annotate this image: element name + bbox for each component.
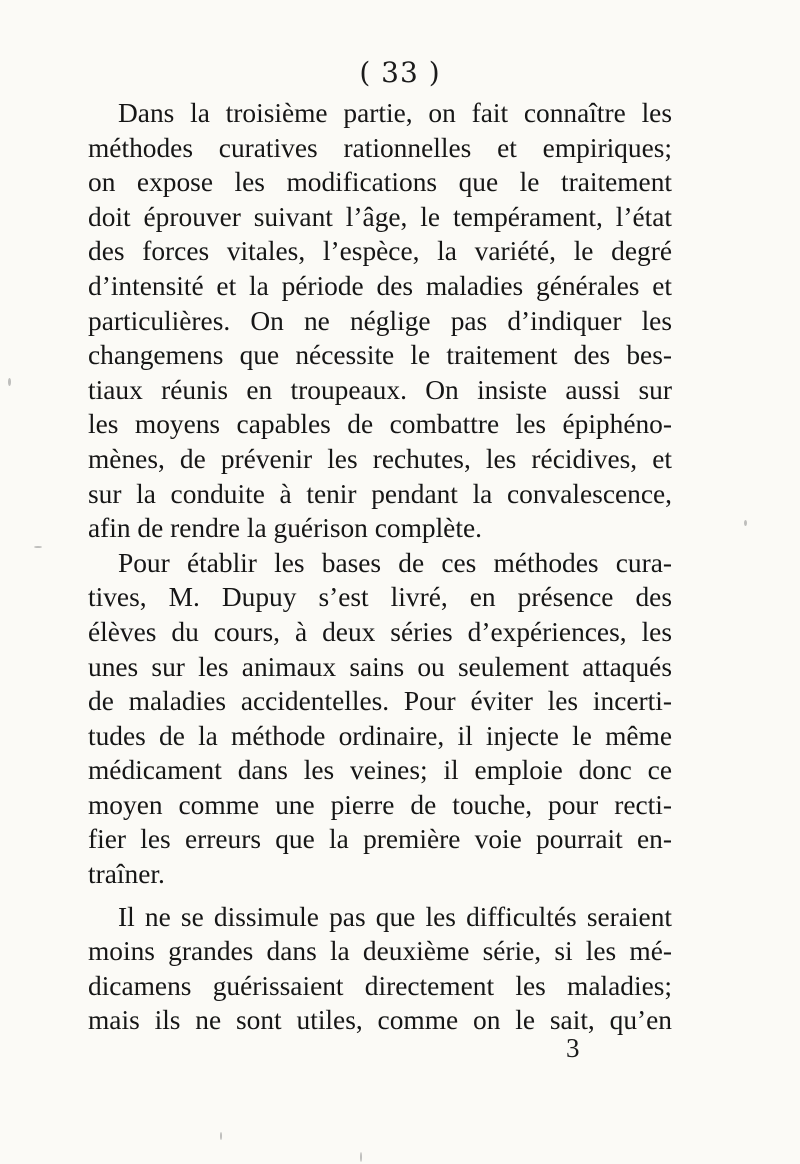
body-text (88, 96, 672, 1038)
text-line: mènes, de prévenir les rechutes, les récidives, et (88, 443, 672, 474)
signature-mark: 3 (566, 1033, 580, 1063)
paper-speck (744, 520, 747, 526)
text-line: des forces vitales, l’espèce, la variété, le degré (88, 236, 672, 267)
text-line: tudes de la méthode ordinaire, il injecte le même (88, 720, 672, 751)
text-line: médicament dans les veines; il emploie donc ce (88, 755, 672, 786)
paragraph-1 (88, 96, 672, 546)
text-line: fier les erreurs que la première voie pourrait en- (88, 824, 672, 855)
text-line: changemens que nécessite le traitement des bes- (88, 340, 672, 371)
text-line: de maladies accidentelles. Pour éviter les incerti- (88, 686, 672, 717)
text-line: élèves du cours, à deux séries d’expériences, les (88, 616, 672, 647)
paper-speck (34, 546, 42, 548)
text-line: tiaux réunis en troupeaux. On insiste aussi sur (88, 374, 672, 405)
text-line: doit éprouver suivant l’âge, le tempérament, l’état (88, 201, 672, 232)
text-line: Il ne se dissimule pas que les difficultés seraient (118, 901, 672, 932)
text-line: Pour établir les bases de ces méthodes cura- (118, 547, 672, 578)
text-line: on expose les modifications que le traitement (88, 167, 672, 198)
text-line: tives, M. Dupuy s’est livré, en présence des (88, 582, 672, 613)
paper-speck (220, 1132, 222, 1140)
text-line: méthodes curatives rationnelles et empiriques; (88, 132, 672, 163)
text-line: afin de rendre la guérison complète. (88, 513, 482, 544)
text-line: traîner. (88, 859, 165, 890)
text-line: sur la conduite à tenir pendant la convalescence, (88, 478, 672, 509)
text-line: moyen comme une pierre de touche, pour recti- (88, 789, 672, 820)
paper-speck (8, 378, 11, 386)
text-line: mais ils ne sont utiles, comme on le sait, qu’en (88, 1005, 672, 1036)
paragraph-2 (88, 546, 672, 892)
page-number: ( 33 ) (359, 56, 441, 89)
text-line: unes sur les animaux sains ou seulement attaqués (88, 651, 672, 682)
text-line: dicamens guérissaient directement les maladies; (88, 970, 672, 1001)
text-line: particulières. On ne néglige pas d’indiquer les (88, 305, 672, 336)
paragraph-3 (88, 900, 672, 1038)
text-line: d’intensité et la période des maladies générales et (88, 270, 672, 301)
text-line: Dans la troisième partie, on fait connaître les (118, 98, 672, 128)
paper-speck (360, 1152, 362, 1162)
text-line: moins grandes dans la deuxième série, si les mé- (88, 936, 672, 967)
paragraph-gap (88, 892, 672, 900)
text-line: les moyens capables de combattre les épiphéno- (88, 409, 672, 440)
